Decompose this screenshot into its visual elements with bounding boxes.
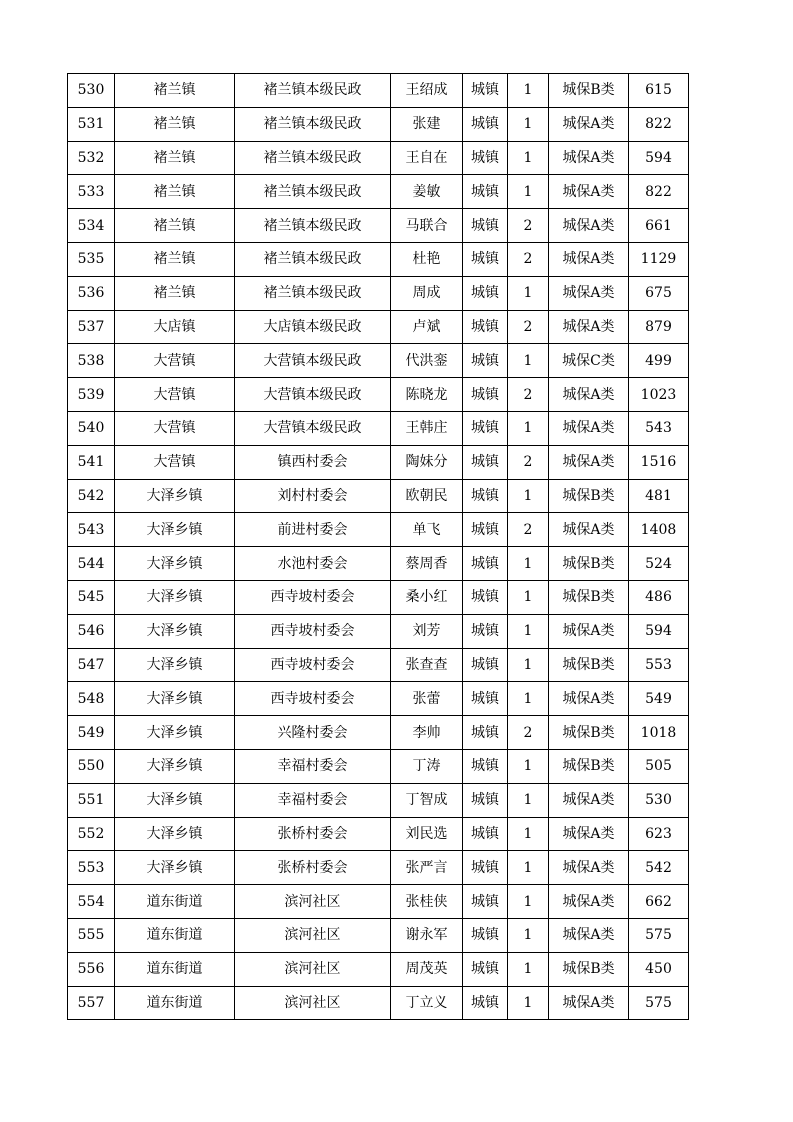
table-row (68, 580, 689, 614)
serial-number-cell: 555 (68, 918, 115, 952)
monthly-amount-cell: 530 (629, 783, 689, 817)
serial-number-cell: 544 (68, 547, 115, 581)
village-unit-cell: 褚兰镇本级民政 (235, 175, 391, 209)
person-name-cell: 周成 (391, 276, 463, 310)
assistance-category-cell: 城保A类 (549, 614, 629, 648)
person-name-cell: 卢斌 (391, 310, 463, 344)
household-size-cell: 2 (508, 716, 549, 750)
serial-number-cell: 540 (68, 411, 115, 445)
serial-number-cell: 553 (68, 851, 115, 885)
serial-number-cell: 550 (68, 749, 115, 783)
township-cell: 大泽乡镇 (115, 547, 235, 581)
monthly-amount-cell: 1023 (629, 378, 689, 412)
monthly-amount-cell: 594 (629, 614, 689, 648)
person-name-cell: 王绍成 (391, 74, 463, 108)
table-row (68, 547, 689, 581)
assistance-category-cell: 城保A类 (549, 209, 629, 243)
household-type-cell: 城镇 (463, 918, 508, 952)
monthly-amount-cell: 542 (629, 851, 689, 885)
monthly-amount-cell: 594 (629, 141, 689, 175)
monthly-amount-cell: 879 (629, 310, 689, 344)
household-size-cell: 1 (508, 141, 549, 175)
table-row (68, 614, 689, 648)
table-row (68, 107, 689, 141)
table-row (68, 445, 689, 479)
table-row (68, 885, 689, 919)
household-size-cell: 1 (508, 918, 549, 952)
table-row (68, 74, 689, 108)
township-cell: 大营镇 (115, 344, 235, 378)
household-type-cell: 城镇 (463, 344, 508, 378)
assistance-roster-table (67, 73, 689, 1020)
township-cell: 褚兰镇 (115, 175, 235, 209)
serial-number-cell: 556 (68, 952, 115, 986)
person-name-cell: 王自在 (391, 141, 463, 175)
assistance-category-cell: 城保B类 (549, 580, 629, 614)
serial-number-cell: 538 (68, 344, 115, 378)
assistance-category-cell: 城保A类 (549, 242, 629, 276)
household-type-cell: 城镇 (463, 648, 508, 682)
person-name-cell: 周茂英 (391, 952, 463, 986)
village-unit-cell: 水池村委会 (235, 547, 391, 581)
village-unit-cell: 西寺坡村委会 (235, 614, 391, 648)
monthly-amount-cell: 481 (629, 479, 689, 513)
assistance-category-cell: 城保B类 (549, 716, 629, 750)
serial-number-cell: 541 (68, 445, 115, 479)
township-cell: 大泽乡镇 (115, 648, 235, 682)
household-size-cell: 1 (508, 580, 549, 614)
township-cell: 大营镇 (115, 411, 235, 445)
assistance-category-cell: 城保A类 (549, 141, 629, 175)
household-type-cell: 城镇 (463, 885, 508, 919)
serial-number-cell: 543 (68, 513, 115, 547)
table-row (68, 682, 689, 716)
serial-number-cell: 542 (68, 479, 115, 513)
monthly-amount-cell: 575 (629, 918, 689, 952)
household-size-cell: 2 (508, 209, 549, 243)
table-row (68, 648, 689, 682)
township-cell: 褚兰镇 (115, 209, 235, 243)
assistance-category-cell: 城保C类 (549, 344, 629, 378)
table-row (68, 310, 689, 344)
assistance-category-cell: 城保B类 (549, 952, 629, 986)
serial-number-cell: 530 (68, 74, 115, 108)
person-name-cell: 蔡周香 (391, 547, 463, 581)
table-row (68, 175, 689, 209)
monthly-amount-cell: 1129 (629, 242, 689, 276)
household-size-cell: 1 (508, 479, 549, 513)
assistance-category-cell: 城保A类 (549, 175, 629, 209)
household-size-cell: 1 (508, 276, 549, 310)
household-type-cell: 城镇 (463, 749, 508, 783)
person-name-cell: 陈晓龙 (391, 378, 463, 412)
monthly-amount-cell: 661 (629, 209, 689, 243)
township-cell: 大泽乡镇 (115, 851, 235, 885)
person-name-cell: 姜敏 (391, 175, 463, 209)
township-cell: 褚兰镇 (115, 107, 235, 141)
monthly-amount-cell: 543 (629, 411, 689, 445)
household-size-cell: 1 (508, 107, 549, 141)
assistance-category-cell: 城保B类 (549, 749, 629, 783)
person-name-cell: 桑小红 (391, 580, 463, 614)
township-cell: 大泽乡镇 (115, 749, 235, 783)
household-type-cell: 城镇 (463, 580, 508, 614)
serial-number-cell: 535 (68, 242, 115, 276)
serial-number-cell: 551 (68, 783, 115, 817)
assistance-category-cell: 城保B类 (549, 479, 629, 513)
household-size-cell: 1 (508, 411, 549, 445)
household-size-cell: 1 (508, 547, 549, 581)
table-row (68, 952, 689, 986)
person-name-cell: 张桂侠 (391, 885, 463, 919)
household-size-cell: 1 (508, 817, 549, 851)
household-size-cell: 1 (508, 74, 549, 108)
household-size-cell: 2 (508, 378, 549, 412)
household-type-cell: 城镇 (463, 614, 508, 648)
monthly-amount-cell: 1516 (629, 445, 689, 479)
household-size-cell: 1 (508, 783, 549, 817)
household-size-cell: 2 (508, 513, 549, 547)
township-cell: 道东街道 (115, 952, 235, 986)
assistance-category-cell: 城保A类 (549, 851, 629, 885)
village-unit-cell: 张桥村委会 (235, 851, 391, 885)
household-type-cell: 城镇 (463, 310, 508, 344)
person-name-cell: 丁立义 (391, 986, 463, 1020)
assistance-category-cell: 城保B类 (549, 547, 629, 581)
monthly-amount-cell: 615 (629, 74, 689, 108)
serial-number-cell: 534 (68, 209, 115, 243)
township-cell: 褚兰镇 (115, 242, 235, 276)
household-size-cell: 1 (508, 885, 549, 919)
serial-number-cell: 547 (68, 648, 115, 682)
household-type-cell: 城镇 (463, 716, 508, 750)
monthly-amount-cell: 675 (629, 276, 689, 310)
serial-number-cell: 549 (68, 716, 115, 750)
assistance-category-cell: 城保A类 (549, 817, 629, 851)
household-type-cell: 城镇 (463, 783, 508, 817)
household-size-cell: 1 (508, 344, 549, 378)
village-unit-cell: 褚兰镇本级民政 (235, 209, 391, 243)
monthly-amount-cell: 549 (629, 682, 689, 716)
assistance-category-cell: 城保A类 (549, 378, 629, 412)
township-cell: 大店镇 (115, 310, 235, 344)
village-unit-cell: 镇西村委会 (235, 445, 391, 479)
person-name-cell: 杜艳 (391, 242, 463, 276)
household-type-cell: 城镇 (463, 107, 508, 141)
village-unit-cell: 褚兰镇本级民政 (235, 141, 391, 175)
village-unit-cell: 西寺坡村委会 (235, 580, 391, 614)
table-row (68, 344, 689, 378)
monthly-amount-cell: 553 (629, 648, 689, 682)
household-size-cell: 1 (508, 682, 549, 716)
household-type-cell: 城镇 (463, 209, 508, 243)
assistance-category-cell: 城保B类 (549, 648, 629, 682)
monthly-amount-cell: 575 (629, 986, 689, 1020)
table-row (68, 141, 689, 175)
township-cell: 大泽乡镇 (115, 716, 235, 750)
village-unit-cell: 滨河社区 (235, 885, 391, 919)
serial-number-cell: 537 (68, 310, 115, 344)
serial-number-cell: 546 (68, 614, 115, 648)
village-unit-cell: 西寺坡村委会 (235, 648, 391, 682)
serial-number-cell: 552 (68, 817, 115, 851)
household-size-cell: 1 (508, 952, 549, 986)
person-name-cell: 丁涛 (391, 749, 463, 783)
serial-number-cell: 532 (68, 141, 115, 175)
household-size-cell: 1 (508, 648, 549, 682)
assistance-category-cell: 城保A类 (549, 107, 629, 141)
village-unit-cell: 褚兰镇本级民政 (235, 242, 391, 276)
household-size-cell: 1 (508, 749, 549, 783)
village-unit-cell: 幸福村委会 (235, 783, 391, 817)
township-cell: 褚兰镇 (115, 74, 235, 108)
village-unit-cell: 褚兰镇本级民政 (235, 74, 391, 108)
township-cell: 大泽乡镇 (115, 817, 235, 851)
person-name-cell: 张查查 (391, 648, 463, 682)
assistance-category-cell: 城保A类 (549, 513, 629, 547)
household-type-cell: 城镇 (463, 175, 508, 209)
household-type-cell: 城镇 (463, 141, 508, 175)
person-name-cell: 丁智成 (391, 783, 463, 817)
village-unit-cell: 张桥村委会 (235, 817, 391, 851)
household-type-cell: 城镇 (463, 851, 508, 885)
assistance-category-cell: 城保A类 (549, 885, 629, 919)
village-unit-cell: 刘村村委会 (235, 479, 391, 513)
monthly-amount-cell: 450 (629, 952, 689, 986)
township-cell: 道东街道 (115, 986, 235, 1020)
household-type-cell: 城镇 (463, 242, 508, 276)
assistance-category-cell: 城保A类 (549, 918, 629, 952)
serial-number-cell: 531 (68, 107, 115, 141)
township-cell: 褚兰镇 (115, 276, 235, 310)
table-row (68, 479, 689, 513)
person-name-cell: 王韩庄 (391, 411, 463, 445)
household-size-cell: 1 (508, 986, 549, 1020)
village-unit-cell: 大营镇本级民政 (235, 378, 391, 412)
township-cell: 大营镇 (115, 378, 235, 412)
person-name-cell: 张蕾 (391, 682, 463, 716)
village-unit-cell: 大店镇本级民政 (235, 310, 391, 344)
table-row (68, 716, 689, 750)
table-row (68, 242, 689, 276)
household-type-cell: 城镇 (463, 411, 508, 445)
monthly-amount-cell: 1408 (629, 513, 689, 547)
person-name-cell: 马联合 (391, 209, 463, 243)
township-cell: 大泽乡镇 (115, 479, 235, 513)
assistance-category-cell: 城保A类 (549, 986, 629, 1020)
serial-number-cell: 533 (68, 175, 115, 209)
monthly-amount-cell: 499 (629, 344, 689, 378)
serial-number-cell: 536 (68, 276, 115, 310)
township-cell: 大泽乡镇 (115, 513, 235, 547)
household-size-cell: 2 (508, 310, 549, 344)
household-size-cell: 1 (508, 614, 549, 648)
assistance-category-cell: 城保A类 (549, 682, 629, 716)
monthly-amount-cell: 486 (629, 580, 689, 614)
village-unit-cell: 前进村委会 (235, 513, 391, 547)
table-row (68, 851, 689, 885)
household-type-cell: 城镇 (463, 682, 508, 716)
person-name-cell: 刘芳 (391, 614, 463, 648)
household-type-cell: 城镇 (463, 952, 508, 986)
township-cell: 道东街道 (115, 885, 235, 919)
village-unit-cell: 西寺坡村委会 (235, 682, 391, 716)
person-name-cell: 单飞 (391, 513, 463, 547)
township-cell: 大泽乡镇 (115, 614, 235, 648)
monthly-amount-cell: 505 (629, 749, 689, 783)
assistance-category-cell: 城保A类 (549, 411, 629, 445)
serial-number-cell: 539 (68, 378, 115, 412)
assistance-category-cell: 城保A类 (549, 310, 629, 344)
village-unit-cell: 滨河社区 (235, 952, 391, 986)
household-type-cell: 城镇 (463, 276, 508, 310)
person-name-cell: 张建 (391, 107, 463, 141)
village-unit-cell: 滨河社区 (235, 986, 391, 1020)
township-cell: 大泽乡镇 (115, 682, 235, 716)
assistance-category-cell: 城保A类 (549, 276, 629, 310)
table-row (68, 749, 689, 783)
table-row (68, 783, 689, 817)
township-cell: 褚兰镇 (115, 141, 235, 175)
township-cell: 大泽乡镇 (115, 580, 235, 614)
household-size-cell: 2 (508, 445, 549, 479)
person-name-cell: 谢永军 (391, 918, 463, 952)
household-size-cell: 1 (508, 175, 549, 209)
village-unit-cell: 大营镇本级民政 (235, 344, 391, 378)
household-size-cell: 1 (508, 851, 549, 885)
household-type-cell: 城镇 (463, 74, 508, 108)
monthly-amount-cell: 1018 (629, 716, 689, 750)
table-row (68, 411, 689, 445)
household-type-cell: 城镇 (463, 817, 508, 851)
assistance-category-cell: 城保A类 (549, 445, 629, 479)
serial-number-cell: 557 (68, 986, 115, 1020)
township-cell: 大泽乡镇 (115, 783, 235, 817)
household-type-cell: 城镇 (463, 547, 508, 581)
serial-number-cell: 545 (68, 580, 115, 614)
table-row (68, 817, 689, 851)
person-name-cell: 代洪銮 (391, 344, 463, 378)
monthly-amount-cell: 623 (629, 817, 689, 851)
monthly-amount-cell: 662 (629, 885, 689, 919)
household-size-cell: 2 (508, 242, 549, 276)
table-row (68, 378, 689, 412)
township-cell: 大营镇 (115, 445, 235, 479)
person-name-cell: 张严言 (391, 851, 463, 885)
person-name-cell: 欧朝民 (391, 479, 463, 513)
village-unit-cell: 褚兰镇本级民政 (235, 276, 391, 310)
assistance-category-cell: 城保A类 (549, 783, 629, 817)
monthly-amount-cell: 822 (629, 175, 689, 209)
household-type-cell: 城镇 (463, 513, 508, 547)
serial-number-cell: 548 (68, 682, 115, 716)
table-row (68, 986, 689, 1020)
monthly-amount-cell: 822 (629, 107, 689, 141)
table-row (68, 209, 689, 243)
household-type-cell: 城镇 (463, 479, 508, 513)
household-type-cell: 城镇 (463, 986, 508, 1020)
monthly-amount-cell: 524 (629, 547, 689, 581)
assistance-category-cell: 城保B类 (549, 74, 629, 108)
village-unit-cell: 大营镇本级民政 (235, 411, 391, 445)
township-cell: 道东街道 (115, 918, 235, 952)
village-unit-cell: 褚兰镇本级民政 (235, 107, 391, 141)
village-unit-cell: 滨河社区 (235, 918, 391, 952)
person-name-cell: 陶妹分 (391, 445, 463, 479)
table-row (68, 513, 689, 547)
person-name-cell: 李帅 (391, 716, 463, 750)
village-unit-cell: 兴隆村委会 (235, 716, 391, 750)
person-name-cell: 刘民选 (391, 817, 463, 851)
serial-number-cell: 554 (68, 885, 115, 919)
table-row (68, 276, 689, 310)
table-row (68, 918, 689, 952)
household-type-cell: 城镇 (463, 378, 508, 412)
household-type-cell: 城镇 (463, 445, 508, 479)
village-unit-cell: 幸福村委会 (235, 749, 391, 783)
table-body (68, 74, 689, 1020)
